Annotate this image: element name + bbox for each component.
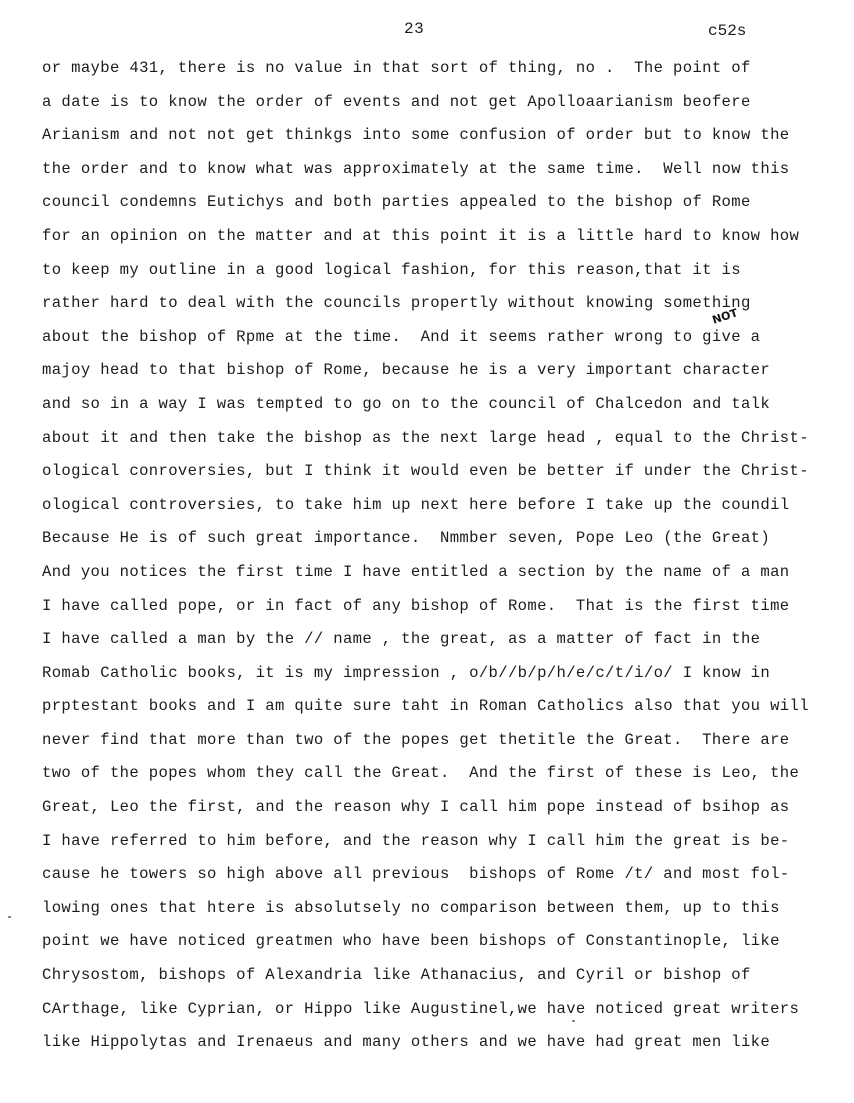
text-line: Romab Catholic books, it is my impression , o/b//b/p/h/e/c/t/i/o/ I know in	[42, 663, 771, 682]
typed-body-text	[42, 55, 842, 1063]
text-line: like Hippolytas and Irenaeus and many others and we have had great men like	[42, 1033, 771, 1052]
text-line: council condemns Eutichys and both parties appealed to the bishop of Rome	[42, 193, 751, 212]
text-line: I have called pope, or in fact of any bishop of Rome. That is the first time	[42, 596, 790, 615]
text-line: about it and then take the bishop as the next large head , equal to the Christ-	[42, 428, 809, 447]
text-line: or maybe 431, there is no value in that sort of thing, no . The point of	[42, 59, 751, 77]
text-line: Great, Leo the first, and the reason why I call him pope instead of bsihop as	[42, 798, 790, 817]
text-line: for an opinion on the matter and at this point it is a little hard to know how	[42, 226, 800, 245]
text-line: ological controversies, to take him up next here before I take up the coundil	[42, 495, 790, 514]
text-line: prptestant books and I am quite sure taht in Roman Catholics also that you will	[42, 697, 809, 716]
document-id: c52s	[708, 22, 747, 40]
text-line: two of the popes whom they call the Great. And the first of these is Leo, the	[42, 764, 800, 783]
text-line: ological conroversies, but I think it would even be better if under the Christ-	[42, 462, 809, 481]
text-line: never find that more than two of the popes get thetitle the Great. There are	[42, 730, 790, 749]
text-line: cause he towers so high above all previous bishops of Rome /t/ and most fol-	[42, 865, 790, 884]
scan-speck	[8, 916, 11, 918]
text-line: CArthage, like Cyprian, or Hippo like Augustinel,we have noticed great writers	[42, 999, 800, 1018]
text-line: and so in a way I was tempted to go on to the council of Chalcedon and talk	[42, 394, 771, 413]
handwritten-annotation: NOT	[710, 306, 740, 327]
text-line: I have called a man by the // name , the great, as a matter of fact in the	[42, 630, 761, 649]
page-number: 23	[404, 20, 425, 38]
text-line: I have referred to him before, and the reason why I call him the great is be-	[42, 831, 790, 850]
text-line: lowing ones that htere is absolutsely no comparison between them, up to this	[42, 898, 780, 917]
text-line: Arianism and not not get thinkgs into some confusion of order but to know the	[42, 126, 790, 145]
text-line: the order and to know what was approximately at the same time. Well now this	[42, 159, 790, 178]
text-line: a date is to know the order of events and not get Apolloaarianism beofere	[42, 92, 751, 111]
text-line: rather hard to deal with the councils propertly without knowing something	[42, 294, 751, 313]
text-line: Because He is of such great importance. Nmmber seven, Pope Leo (the Great)	[42, 529, 771, 548]
text-line: majoy head to that bishop of Rome, because he is a very important character	[42, 361, 771, 380]
scan-speck	[572, 1020, 575, 1022]
text-line: to keep my outline in a good logical fashion, for this reason,that it is	[42, 260, 741, 279]
text-line: point we have noticed greatmen who have been bishops of Constantinople, like	[42, 932, 780, 951]
text-line: Chrysostom, bishops of Alexandria like Athanacius, and Cyril or bishop of	[42, 966, 751, 985]
text-line: And you notices the first time I have entitled a section by the name of a man	[42, 562, 790, 581]
text-line: about the bishop of Rpme at the time. And it seems rather wrong to give a	[42, 327, 761, 346]
